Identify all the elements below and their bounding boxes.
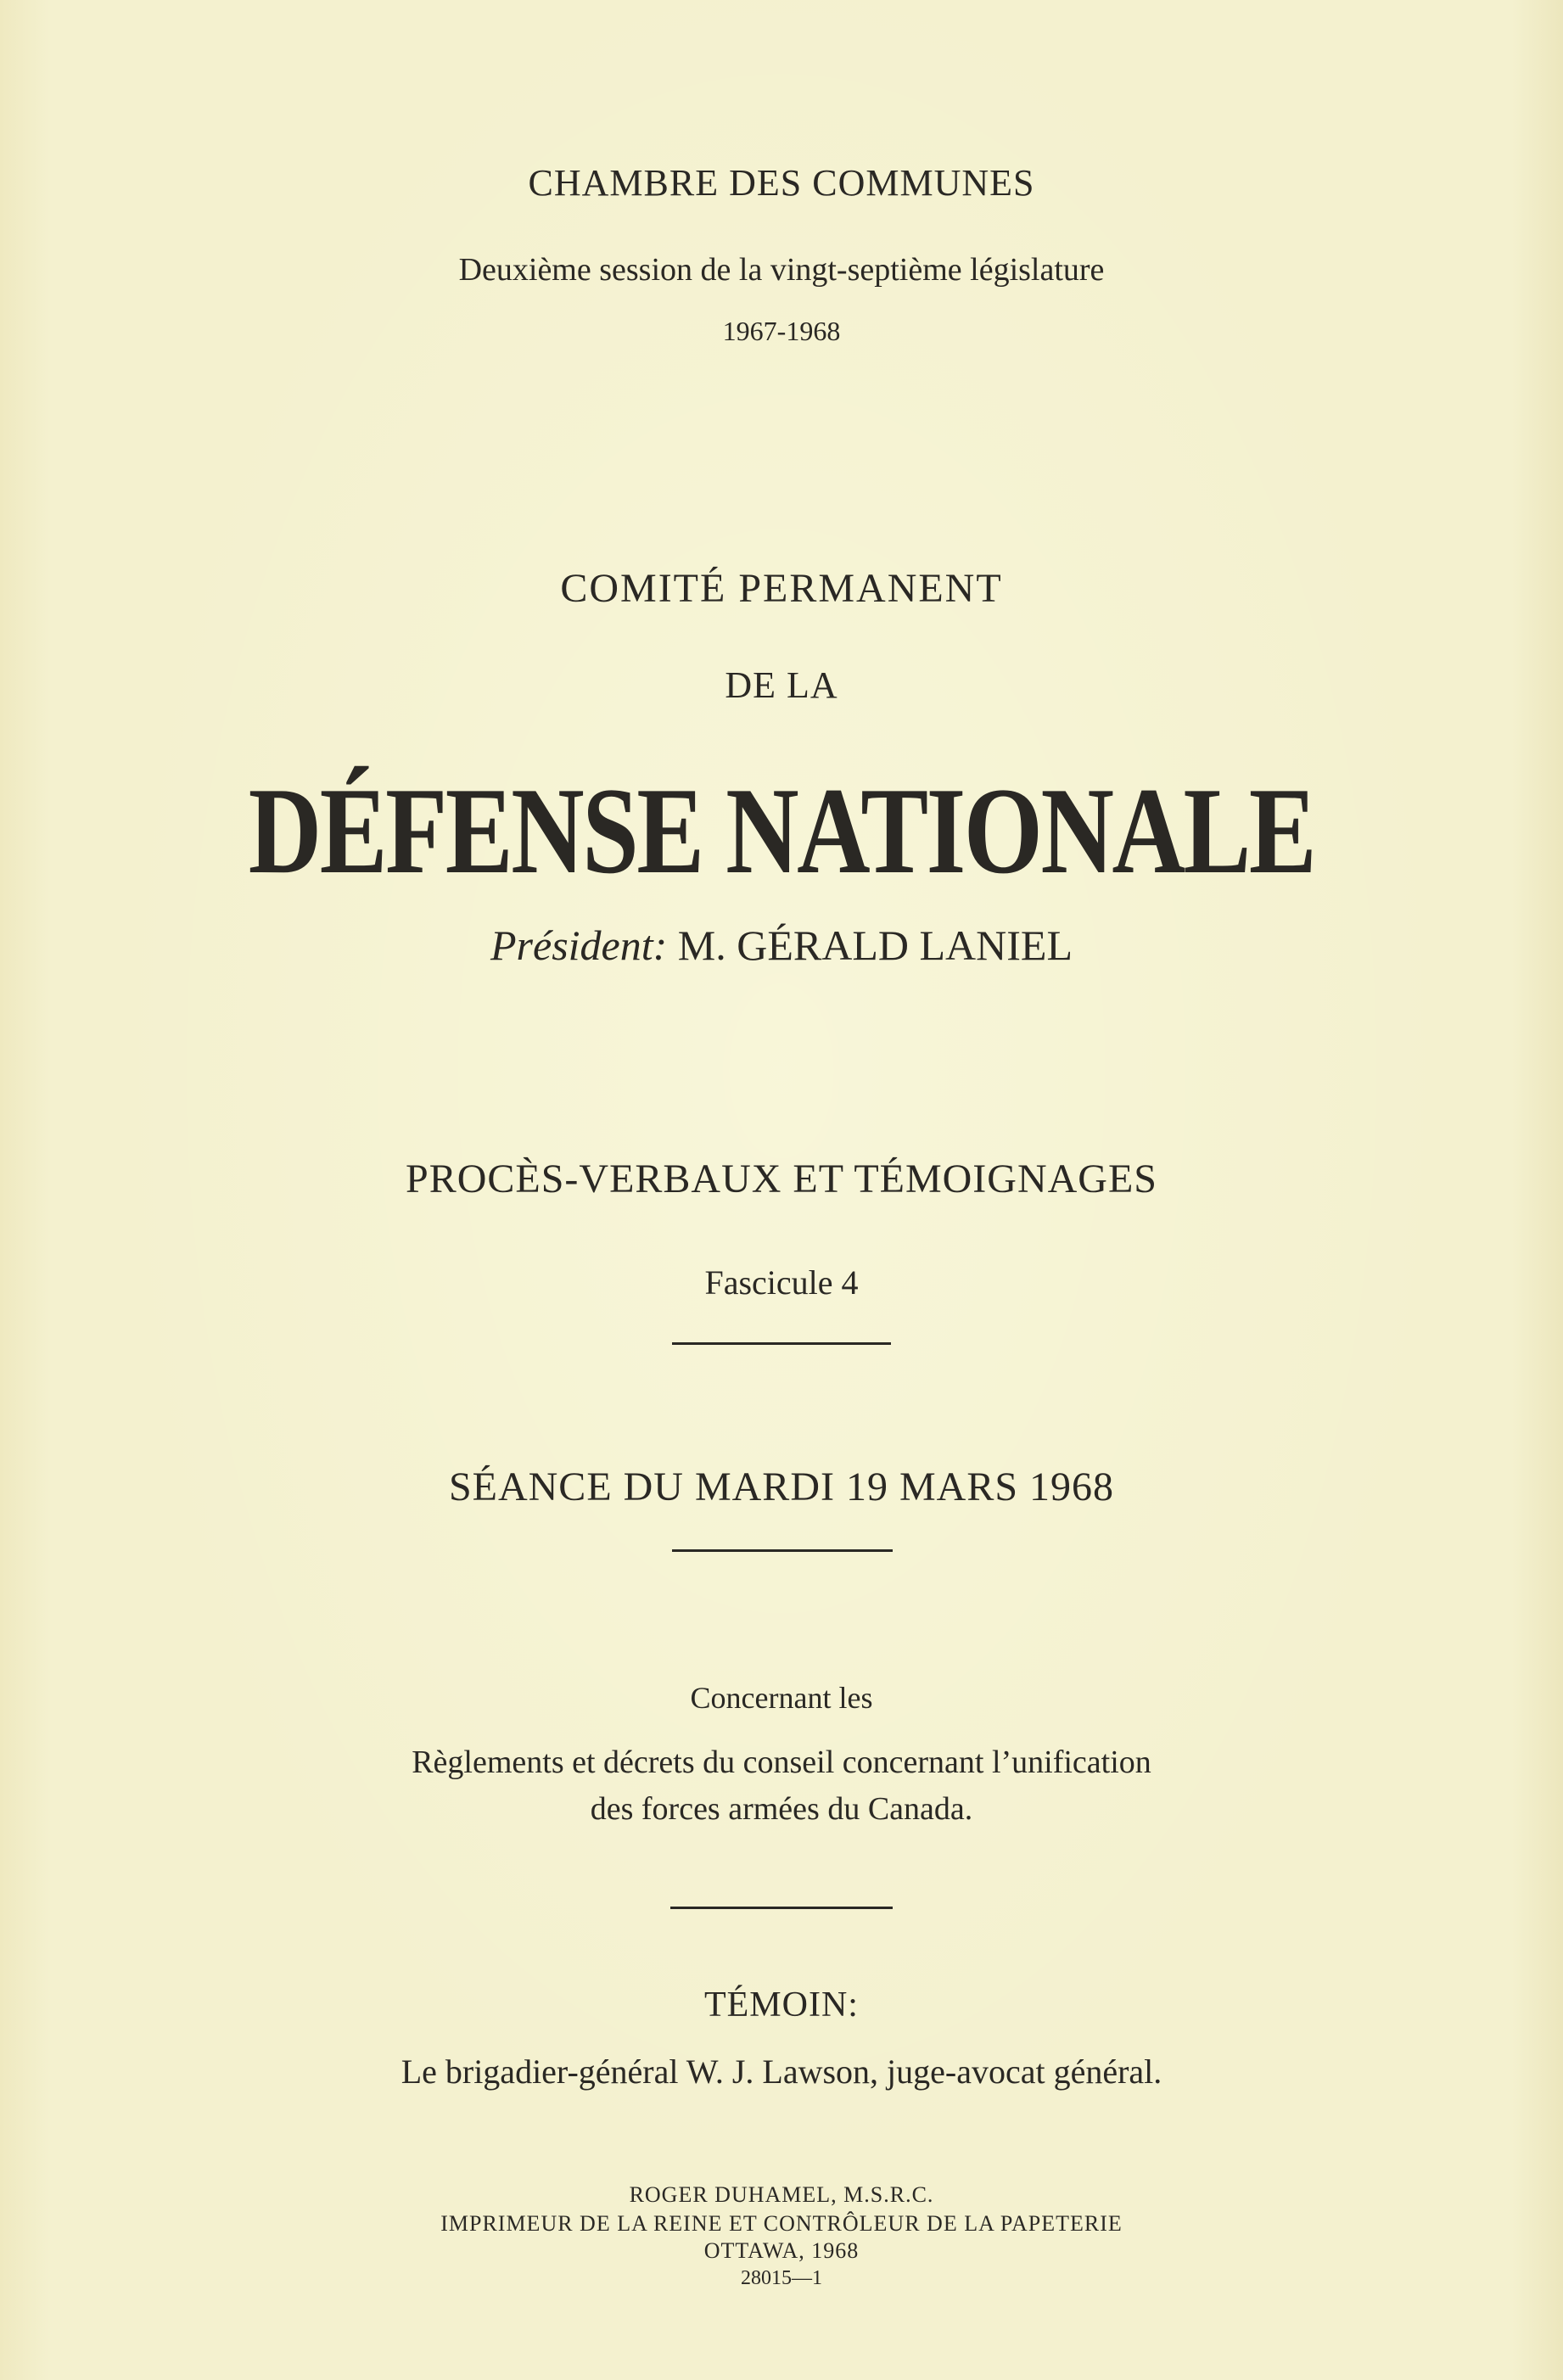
- committee-line-2: DE LA: [725, 664, 838, 706]
- committee-line-1: COMITÉ PERMANENT: [560, 566, 1003, 611]
- session-years: 1967-1968: [722, 316, 841, 346]
- subject-intro: Concernant les: [690, 1681, 873, 1715]
- chamber-title: CHAMBRE DES COMMUNES: [528, 162, 1035, 204]
- divider-rule: [672, 1342, 891, 1345]
- printer-title: IMPRIMEUR DE LA REINE ET CONTRÔLEUR DE LA PAPETERIE: [440, 2211, 1123, 2236]
- subject-line-2: des forces armées du Canada.: [590, 1791, 973, 1827]
- printer-place: OTTAWA, 1968: [703, 2238, 860, 2263]
- session-line: Deuxième session de la vingt-septième législature: [458, 252, 1105, 288]
- witness-name: Le brigadier-général W. J. Lawson, juge-avocat général.: [401, 2052, 1162, 2091]
- president-name: M. GÉRALD LANIEL: [677, 921, 1073, 969]
- fascicule-number: Fascicule 4: [704, 1263, 859, 1302]
- sitting-title: SÉANCE DU MARDI 19 MARS 1968: [448, 1464, 1115, 1509]
- divider-rule: [672, 1549, 893, 1552]
- print-number: 28015—1: [741, 2267, 822, 2289]
- printer-name: ROGER DUHAMEL, M.S.R.C.: [629, 2182, 934, 2207]
- proceedings-title: PROCÈS-VERBAUX ET TÉMOIGNAGES: [406, 1156, 1157, 1201]
- subject-line-1: Règlements et décrets du conseil concernant l’unification: [412, 1744, 1151, 1780]
- president-line: [0, 921, 1563, 970]
- president-label: Président:: [490, 921, 668, 969]
- witness-heading: TÉMOIN:: [704, 1985, 859, 2024]
- committee-name: DÉFENSE NATIONALE: [248, 762, 1315, 899]
- divider-rule: [670, 1907, 893, 1909]
